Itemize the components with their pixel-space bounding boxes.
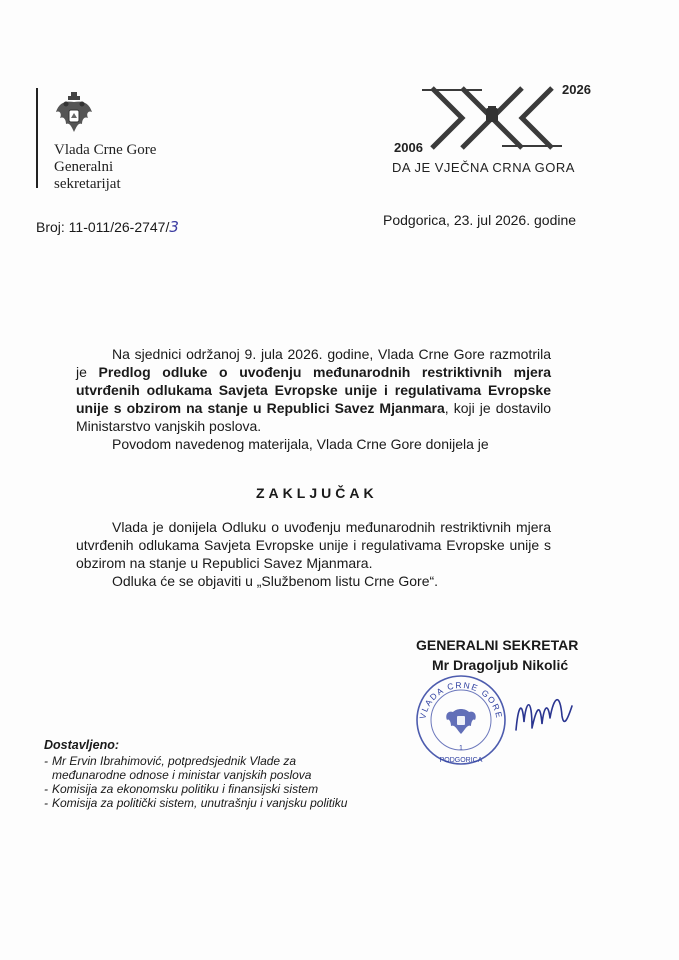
publication-paragraph: Odluka će se objaviti u „Službenom listu Crne Gore“. (112, 573, 439, 589)
distribution-item: - Komisija za ekonomsku politiku i finansijski sistem (44, 782, 347, 796)
header-divider (36, 88, 38, 188)
institution-header (36, 88, 216, 198)
proposal-title: Predlog odluke o uvođenju međunarodnih restriktivnih mjera utvrđenih odlukama Savjeta Evropske unije i regulativama Evropske unije s obzirom na stanje u Republici Savez Mjanmara (76, 364, 551, 416)
distribution-item-continuation: međunarodne odnose i ministar vanjskih poslova (52, 768, 312, 782)
distribution-item: - Komisija za politički sistem, unutrašnju i vanjsku politiku (44, 796, 347, 810)
institution-name (54, 142, 156, 193)
institution-line: sekretarijat (54, 176, 121, 192)
conclusion-paragraph: Vlada je donijela Odluku o uvođenju međunarodnih restriktivnih mjera utvrđenih odlukama Savjeta Evropske unije i regulativama Evropske unije s obzirom na stanje u Republici Savez Mjanmara. (76, 519, 551, 571)
distribution-item: - Mr Ervin Ibrahimović, potpredsjednik Vlade za (44, 754, 347, 768)
conclusion-heading: ZAKLJUČAK (256, 485, 378, 501)
document-body (76, 345, 551, 453)
conclusion-body (76, 518, 551, 590)
paragraph-adoption: Povodom navedenog materijala, Vlada Crne Gore donijela je (112, 436, 489, 452)
signatory-title: GENERALNI SEKRETAR (416, 637, 579, 653)
institution-line: Generalni (54, 159, 114, 175)
signatory-name: Mr Dragoljub Nikolić (432, 657, 569, 673)
official-stamp (413, 672, 509, 768)
place-and-date: Podgorica, 23. jul 2026. godine (383, 212, 577, 228)
stamp-city: PODGORICA (439, 757, 483, 764)
document-number-label: Broj: 11-011/26-2747/ (36, 219, 170, 235)
paragraph-intro-text: Na sjednici održanoj 9. jula 2026. godine, Vlada Crne Gore razmotrila je (76, 346, 551, 380)
handwritten-signature (510, 688, 580, 744)
institution-line: Vlada Crne Gore (54, 142, 157, 158)
jubilee-year-end: 2026 (562, 82, 591, 97)
document-number (36, 218, 179, 236)
jubilee-logo (392, 78, 622, 178)
jubilee-year-start: 2006 (394, 140, 423, 155)
stamp-text: VLADA CRNE GORE (417, 679, 505, 720)
paragraph-intro-end: , koji je dostavilo Ministarstvo vanjskih poslova. (76, 400, 552, 434)
distribution-list (44, 738, 347, 810)
stamp-number: 1 (459, 745, 463, 752)
document-number-handwritten: 3 (169, 218, 179, 236)
montenegro-coat-of-arms-icon (54, 92, 94, 138)
distribution-title: Dostavljeno: (44, 738, 120, 752)
paragraph-intro (76, 345, 551, 435)
jubilee-slogan: DA JE VJEČNA CRNA GORA (392, 160, 575, 175)
